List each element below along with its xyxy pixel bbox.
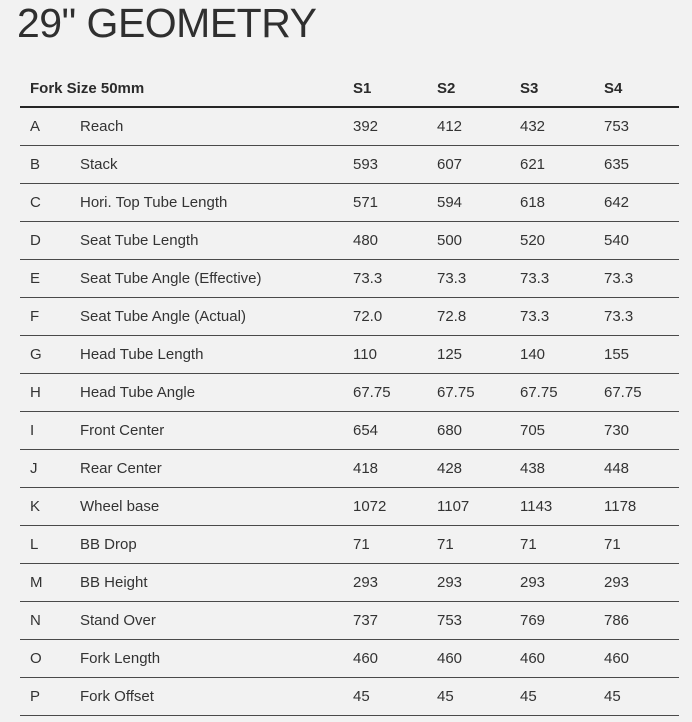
row-label: Front Center	[80, 422, 165, 439]
row-key: H	[30, 384, 41, 401]
row-value-s3: 73.3	[520, 270, 550, 287]
table-row	[20, 298, 679, 336]
header-fork-size-label: Fork Size 50mm	[30, 79, 145, 97]
row-label: Head Tube Length	[80, 346, 204, 363]
header-col-s1: S1	[353, 79, 372, 97]
table-row	[20, 488, 679, 526]
row-value-s4: 753	[604, 118, 630, 135]
table-body	[20, 108, 679, 716]
row-key: J	[30, 460, 38, 477]
page-title: 29" GEOMETRY	[17, 0, 317, 46]
header-col-s4: S4	[604, 79, 623, 97]
row-value-s3: 438	[520, 460, 546, 477]
row-key: B	[30, 156, 41, 173]
row-value-s2: 73.3	[437, 270, 467, 287]
row-value-s4: 642	[604, 194, 630, 211]
row-key: N	[30, 612, 41, 629]
table-row	[20, 678, 679, 716]
row-value-s4: 1178	[604, 498, 637, 515]
table-row	[20, 602, 679, 640]
row-value-s1: 737	[353, 612, 379, 629]
table-row	[20, 374, 679, 412]
row-value-s1: 293	[353, 574, 379, 591]
row-value-s3: 520	[520, 232, 546, 249]
row-key: F	[30, 308, 40, 325]
row-value-s3: 705	[520, 422, 546, 439]
row-value-s3: 1143	[520, 498, 553, 515]
row-label: Reach	[80, 118, 124, 135]
row-value-s1: 110	[353, 346, 377, 363]
row-key: L	[30, 536, 39, 553]
row-label: BB Drop	[80, 536, 137, 553]
header-col-s3: S3	[520, 79, 539, 97]
row-value-s2: 67.75	[437, 384, 475, 401]
row-value-s1: 392	[353, 118, 379, 135]
table-row	[20, 564, 679, 602]
row-value-s4: 71	[604, 536, 621, 553]
table-row	[20, 222, 679, 260]
row-value-s1: 418	[353, 460, 379, 477]
geometry-table	[20, 70, 679, 716]
row-key: A	[30, 118, 41, 135]
row-key: P	[30, 688, 41, 705]
row-key: G	[30, 346, 42, 363]
table-row	[20, 640, 679, 678]
row-key: E	[30, 270, 41, 287]
row-value-s2: 72.8	[437, 308, 467, 325]
row-value-s2: 71	[437, 536, 454, 553]
row-value-s3: 73.3	[520, 308, 550, 325]
row-value-s3: 769	[520, 612, 546, 629]
row-value-s3: 140	[520, 346, 546, 363]
table-header-row	[20, 70, 679, 108]
row-value-s2: 594	[437, 194, 463, 211]
row-value-s2: 293	[437, 574, 463, 591]
table-row	[20, 260, 679, 298]
row-value-s3: 293	[520, 574, 546, 591]
row-value-s4: 73.3	[604, 270, 634, 287]
table-row	[20, 526, 679, 564]
row-value-s1: 571	[353, 194, 379, 211]
row-value-s1: 45	[353, 688, 370, 705]
row-key: O	[30, 650, 42, 667]
row-key: M	[30, 574, 43, 591]
row-label: Seat Tube Angle (Actual)	[80, 308, 246, 325]
row-value-s1: 1072	[353, 498, 387, 515]
row-value-s1: 593	[353, 156, 379, 173]
row-value-s4: 293	[604, 574, 630, 591]
row-label: Head Tube Angle	[80, 384, 196, 401]
row-value-s1: 73.3	[353, 270, 383, 287]
row-value-s2: 753	[437, 612, 463, 629]
row-value-s2: 500	[437, 232, 463, 249]
row-label: Fork Offset	[80, 688, 154, 705]
row-value-s2: 428	[437, 460, 463, 477]
row-value-s2: 460	[437, 650, 463, 667]
row-value-s2: 45	[437, 688, 454, 705]
row-value-s2: 680	[437, 422, 463, 439]
row-label: Wheel base	[80, 498, 160, 515]
row-value-s4: 540	[604, 232, 630, 249]
row-value-s3: 67.75	[520, 384, 558, 401]
row-label: BB Height	[80, 574, 148, 591]
row-label: Seat Tube Length	[80, 232, 199, 249]
row-key: D	[30, 232, 41, 249]
row-value-s1: 654	[353, 422, 379, 439]
row-value-s4: 155	[604, 346, 630, 363]
row-value-s4: 786	[604, 612, 630, 629]
row-label: Rear Center	[80, 460, 162, 477]
row-value-s2: 1107	[437, 498, 470, 515]
row-value-s3: 618	[520, 194, 546, 211]
row-label: Fork Length	[80, 650, 161, 667]
row-value-s1: 72.0	[353, 308, 383, 325]
row-value-s2: 125	[437, 346, 463, 363]
row-key: C	[30, 194, 41, 211]
row-value-s1: 71	[353, 536, 370, 553]
row-value-s4: 635	[604, 156, 630, 173]
row-value-s2: 412	[437, 118, 463, 135]
row-value-s4: 730	[604, 422, 630, 439]
row-label: Seat Tube Angle (Effective)	[80, 270, 262, 287]
row-key: K	[30, 498, 41, 515]
row-value-s2: 607	[437, 156, 463, 173]
row-value-s4: 67.75	[604, 384, 642, 401]
row-value-s1: 480	[353, 232, 379, 249]
row-key: I	[30, 422, 35, 439]
row-value-s1: 67.75	[353, 384, 391, 401]
table-row	[20, 412, 679, 450]
header-col-s2: S2	[437, 79, 456, 97]
row-value-s4: 45	[604, 688, 621, 705]
row-value-s3: 621	[520, 156, 546, 173]
table-row	[20, 450, 679, 488]
row-label: Hori. Top Tube Length	[80, 194, 228, 211]
row-label: Stand Over	[80, 612, 156, 629]
table-row	[20, 146, 679, 184]
row-value-s3: 45	[520, 688, 537, 705]
row-value-s3: 432	[520, 118, 546, 135]
row-value-s3: 71	[520, 536, 537, 553]
row-value-s1: 460	[353, 650, 379, 667]
table-row	[20, 184, 679, 222]
row-value-s3: 460	[520, 650, 546, 667]
row-value-s4: 460	[604, 650, 630, 667]
table-row	[20, 336, 679, 374]
table-row	[20, 108, 679, 146]
row-label: Stack	[80, 156, 118, 173]
row-value-s4: 448	[604, 460, 630, 477]
row-value-s4: 73.3	[604, 308, 634, 325]
